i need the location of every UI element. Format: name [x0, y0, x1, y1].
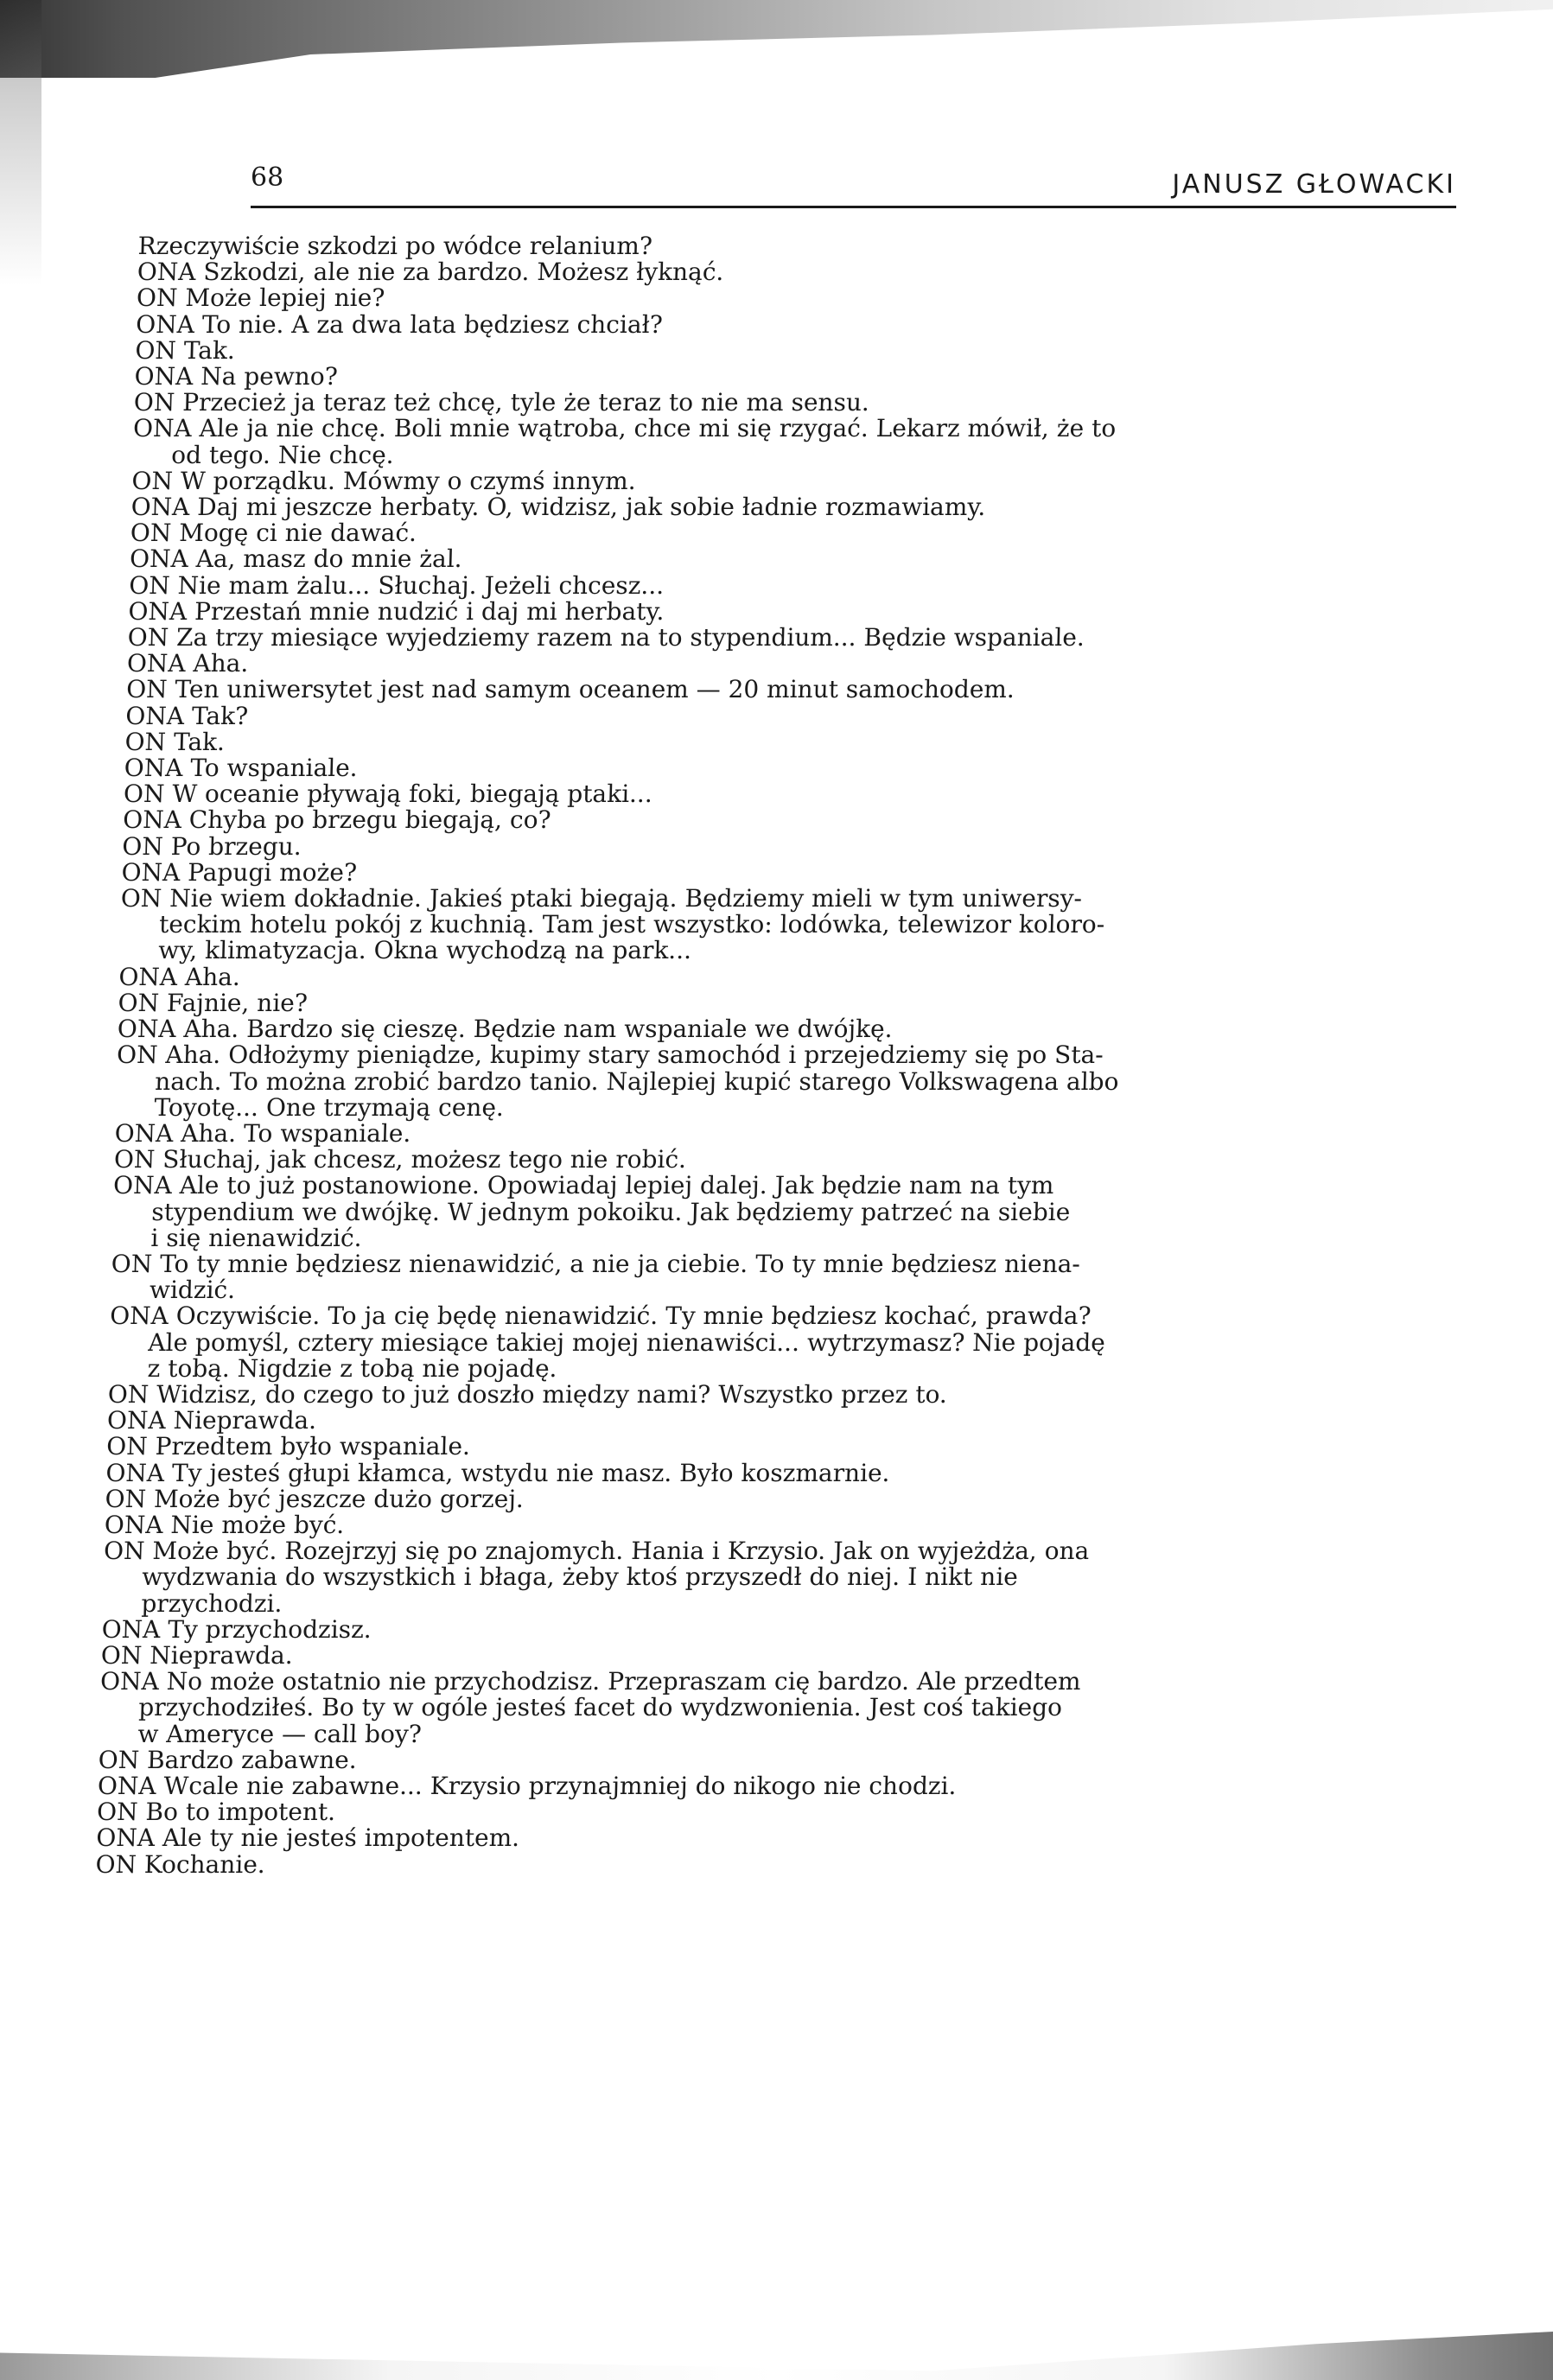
dialogue-line-text: ONA Tak?	[124, 701, 249, 730]
dialogue-line	[111, 1251, 1435, 1303]
dialogue-line	[102, 1538, 1426, 1617]
dialogue-line	[117, 1016, 1440, 1042]
dialogue-line	[119, 886, 1443, 964]
dialogue-line-text: ONA Oczywiście. To ja cię będę nienawidzić. Ty mnie będziesz kochać, prawda?	[109, 1301, 1092, 1331]
dialogue-line-text: ON Przecież ja teraz też chcę, tyle że teraz to nie ma sensu.	[133, 388, 870, 417]
dialogue-line-text: ON Może być jeszcze dużo gorzej.	[105, 1484, 525, 1513]
scan-edge-left	[0, 0, 41, 2380]
scan-edge-bottom	[0, 2320, 1553, 2380]
dialogue-line-text: ON Po brzegu.	[121, 831, 302, 861]
dialogue-line-text: ON Może lepiej nie?	[136, 283, 385, 313]
dialogue-line	[130, 520, 1454, 546]
dialogue-line-text: ONA To nie. A za dwa lata będziesz chciał?	[135, 309, 664, 339]
dialogue-line	[130, 546, 1453, 572]
dialogue-line-text: ONA Ale ty nie jesteś impotentem.	[95, 1823, 520, 1853]
dialogue-line-text: ON Za trzy miesiące wyjedziemy razem na to stypendium... Będzie wspaniale.	[127, 623, 1085, 652]
dialogue-line	[132, 416, 1456, 468]
dialogue-line-text: ONA Nie może być.	[104, 1510, 345, 1539]
dialogue-line	[118, 990, 1441, 1016]
dialogue-line-text: ONA Szkodzi, ale nie za bardzo. Możesz łyknąć.	[137, 258, 724, 287]
dialogue-line-text: ONA Wcale nie zabawne... Krzysio przynajmniej do nikogo nie chodzi.	[97, 1771, 957, 1800]
dialogue-line	[114, 1118, 1437, 1148]
page-header	[251, 162, 1456, 208]
dialogue-line	[137, 233, 1461, 259]
dialogue-line	[126, 677, 1449, 703]
dialogue-line	[137, 259, 1460, 285]
dialogue-line	[121, 857, 1444, 887]
dialogue-line	[111, 1173, 1435, 1251]
dialogue-line	[104, 1512, 1427, 1538]
dialogue-line-text: ON Bardzo zabawne.	[98, 1745, 358, 1774]
dialogue-line-text: ONA Ale ja nie chcę. Boli mnie wątroba, chce mi się rzygać. Lekarz mówił, że to	[132, 414, 1117, 443]
dialogue-line-text: ON Nie mam żalu... Słuchaj. Jeżeli chcesz...	[128, 570, 665, 600]
dialogue-line-text: ON Przedtem było wspaniale.	[105, 1432, 471, 1461]
dialogue-line-text: ONA Aha.	[126, 649, 249, 678]
dialogue-line	[128, 570, 1452, 600]
dialogue-line-text: ON Słuchaj, jak chcesz, możesz tego nie robić.	[113, 1145, 687, 1174]
dialogue-line	[135, 335, 1458, 365]
dialogue-line-text: ON Nie wiem dokładnie. Jakieś ptaki biegają. Będziemy mieli w tym uniwersy-	[120, 884, 1083, 913]
dialogue-line	[106, 1434, 1429, 1460]
dialogue-line	[98, 1747, 1421, 1773]
dialogue-line	[98, 1773, 1421, 1799]
page-number: 68	[251, 162, 284, 193]
dialogue-line	[131, 468, 1454, 494]
dialogue-line	[127, 651, 1450, 677]
dialogue-line	[99, 1669, 1423, 1747]
dialogue-line-continuation: od tego. Nie chcę.	[170, 440, 395, 469]
dialogue-line	[128, 596, 1451, 626]
dialogue-line-text: Rzeczywiście szkodzi po wódce relanium?	[137, 232, 653, 260]
dialogue-line-text: ON Widzisz, do czego to już doszło między nami? Wszystko przez to.	[107, 1379, 948, 1409]
dialogue-line-text: ON Tak.	[135, 335, 236, 365]
running-head: JANUSZ GŁOWACKI	[1172, 169, 1456, 200]
dialogue-line-continuation: teckim hotelu pokój z kuchnią. Tam jest wszystko: lodówka, telewizor koloro- wy, klimatyzacja. Okna wychodzą na park...	[157, 910, 1105, 965]
dialogue-line-text: ON Tak.	[124, 727, 226, 756]
dialogue-line	[100, 1640, 1424, 1670]
dialogue-line-text: ONA To wspaniale.	[124, 754, 359, 783]
dialogue-line-text: ON Ten uniwersytet jest nad samym oceanem — 20 minut samochodem.	[125, 675, 1015, 704]
dialogue-line-text: ONA Papugi może?	[121, 857, 358, 887]
scan-edge-top	[0, 0, 1553, 78]
dialogue-line-text: ONA Daj mi jeszcze herbaty. O, widzisz, jak sobie ładnie rozmawiamy.	[130, 493, 986, 522]
dialogue-line	[127, 625, 1450, 651]
dialogue-line	[134, 364, 1457, 390]
dialogue-line	[105, 1486, 1428, 1512]
dialogue-line-continuation: widzić.	[149, 1276, 236, 1305]
dialogue-line-continuation: nach. To można zrobić bardzo tanio. Najlepiej kupić starego Volkswagena albo Toyotę... One trzymają cenę.	[154, 1066, 1119, 1122]
dialogue-line-text: ONA Aha. Bardzo się cieszę. Będzie nam wspaniale we dwójkę.	[117, 1015, 894, 1044]
dialogue-line-text: ONA Na pewno?	[134, 362, 339, 391]
dialogue-line-text: ON W porządku. Mówmy o czymś innym.	[131, 466, 637, 495]
dialogue-line-text: ON Kochanie.	[95, 1849, 266, 1879]
dialogue-line-text: ON Mogę ci nie dawać.	[130, 519, 417, 548]
dialogue-line-text: ONA Ty jesteś głupi kłamca, wstydu nie masz. Było koszmarnie.	[105, 1458, 891, 1487]
dialogue-line-text: ONA Ty przychodzisz.	[101, 1614, 372, 1644]
dialogue-line	[135, 309, 1459, 339]
dialogue-line	[137, 285, 1460, 311]
dialogue-line-text: ONA Aha. To wspaniale.	[114, 1118, 411, 1148]
dialogue-line-text: ONA No może ostatnio nie przychodzisz. Przepraszam cię bardzo. Ale przedtem	[99, 1667, 1081, 1696]
dialogue-line-text: ON Bo to impotent.	[96, 1798, 336, 1827]
dialogue-line	[133, 390, 1456, 416]
dialogue-line-text: ON Fajnie, nie?	[118, 988, 309, 1017]
dialogue-line	[105, 1460, 1429, 1486]
dialogue-line-continuation: Ale pomyśl, cztery miesiące takiej mojej nienawiści... wytrzymasz? Nie pojadę z tobą. Nigdzie z tobą nie pojadę.	[147, 1327, 1106, 1383]
dialogue-line	[124, 755, 1447, 781]
dialogue-line-text: ONA Ale to już postanowione. Opowiadaj lepiej dalej. Jak będzie nam na tym	[112, 1171, 1054, 1200]
dialogue-line	[96, 1825, 1419, 1851]
dialogue-line	[114, 1147, 1437, 1173]
dialogue-line	[125, 703, 1448, 729]
dialogue-line	[108, 1303, 1432, 1382]
dialogue-line	[97, 1799, 1420, 1825]
dialogue-line-text: ON Może być. Rozejrzyj się po znajomych. Hania i Krzysio. Jak on wyjeżdża, ona	[103, 1537, 1090, 1566]
dialogue-line-continuation: wydzwania do wszystkich i błaga, żeby ktoś przyszedł do niej. I nikt nie przychodzi.	[141, 1562, 1019, 1618]
dialogue-line	[123, 807, 1446, 833]
dialogue-line-text: ON W oceanie pływają foki, biegają ptaki...	[123, 780, 653, 809]
dialogue-line-text: ON Aha. Odłożymy pieniądze, kupimy stary samochód i przejedziemy się po Sta-	[116, 1040, 1104, 1070]
dialogue-line	[130, 494, 1454, 520]
dialogue-line	[107, 1379, 1430, 1409]
dialogue-line	[95, 1849, 1418, 1879]
dialogue-line	[118, 964, 1442, 990]
dialogue-line-continuation: przychodziłeś. Bo ty w ogóle jesteś facet do wydzwonienia. Jest coś takiego w Ameryce — call boy?	[137, 1693, 1063, 1748]
dialogue-line	[101, 1614, 1424, 1644]
dialogue-line	[124, 729, 1448, 755]
dialogue-line-text: ONA Aha.	[118, 962, 241, 991]
dialogue-line	[121, 831, 1445, 861]
dialogue-text	[95, 233, 1461, 1878]
dialogue-line-text: ONA Przestań mnie nudzić i daj mi herbaty.	[128, 596, 665, 626]
dialogue-line-text: ON Nieprawda.	[100, 1640, 294, 1670]
dialogue-line-continuation: stypendium we dwójkę. W jednym pokoiku. Jak będziemy patrzeć na siebie i się nienawidzić.	[150, 1197, 1071, 1252]
dialogue-line	[115, 1042, 1439, 1121]
dialogue-line-text: ON To ty mnie będziesz nienawidzić, a nie ja ciebie. To ty mnie będziesz niena-	[111, 1249, 1081, 1278]
dialogue-line-text: ONA Chyba po brzegu biegają, co?	[122, 805, 551, 835]
dialogue-line	[124, 781, 1447, 807]
dialogue-line-text: ONA Nieprawda.	[106, 1406, 317, 1435]
dialogue-line	[107, 1408, 1430, 1434]
dialogue-line-text: ONA Aa, masz do mnie żal.	[129, 544, 463, 574]
